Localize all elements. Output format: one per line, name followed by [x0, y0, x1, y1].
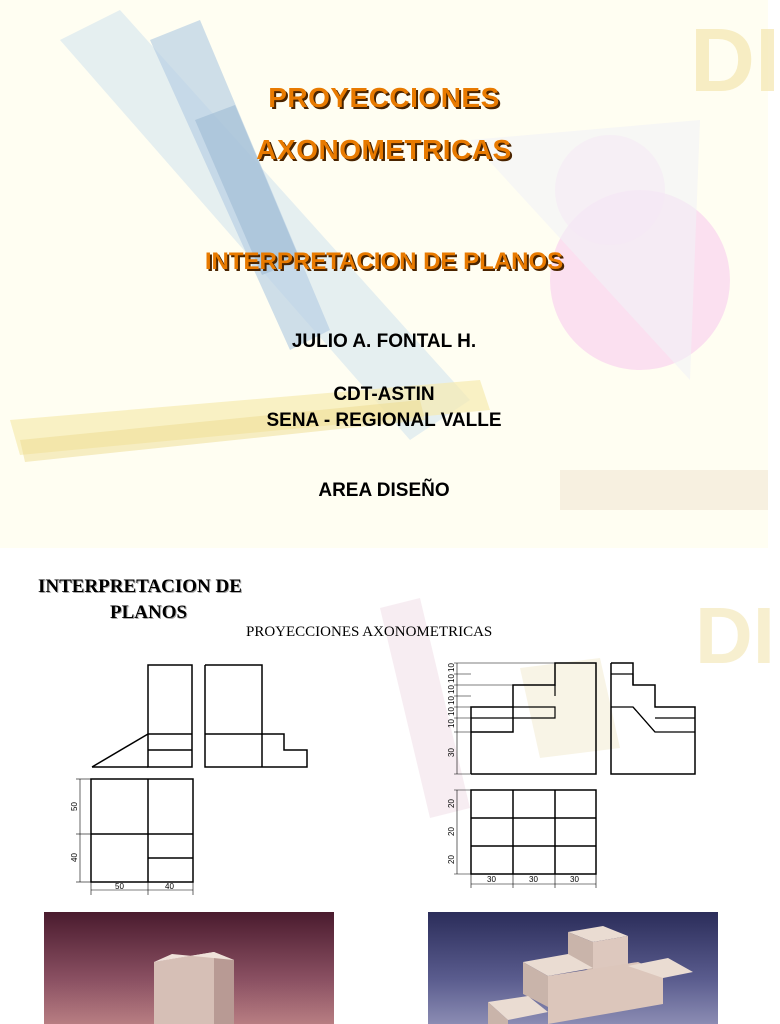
dim-horizontal-left: 50 — [115, 882, 124, 891]
dim-vertical-bottom: 40 — [70, 853, 79, 862]
subtitle: INTERPRETACION DE PLANOS — [204, 248, 564, 275]
dim-horizontal-3: 30 — [570, 875, 579, 884]
dim-horizontal-right: 40 — [165, 882, 174, 891]
area-label: AREA DISEÑO — [318, 480, 450, 501]
dim-front-4: 10 — [447, 696, 456, 705]
dim-front-1: 10 — [447, 663, 456, 672]
dim-vertical-top: 50 — [70, 802, 79, 811]
slide-heading-line-1: INTERPRETACION DE — [38, 576, 242, 597]
organization-line-2: SENA - REGIONAL VALLE — [266, 410, 502, 431]
dim-top-2: 20 — [447, 827, 456, 836]
dim-front-3: 10 — [447, 685, 456, 694]
slide-subheading: PROYECCIONES AXONOMETRICAS — [246, 624, 493, 640]
dim-top-1: 20 — [447, 799, 456, 808]
drawing-slide — [0, 548, 775, 1024]
right-3d-render — [428, 912, 718, 1024]
title-line-1: PROYECCIONES — [268, 82, 500, 113]
watermark-logo: DI — [695, 591, 775, 680]
dim-front-6: 10 — [447, 719, 456, 728]
dim-horizontal-2: 30 — [529, 875, 538, 884]
dim-top-3: 20 — [447, 855, 456, 864]
left-drawing-dimension-labels — [0, 648, 330, 948]
slide-heading-line-2: PLANOS — [110, 602, 188, 623]
organization-line-1: CDT-ASTIN — [333, 384, 435, 405]
dim-front-5: 10 — [447, 707, 456, 716]
watermark-logo: DI — [690, 11, 780, 111]
dim-front-7: 30 — [447, 748, 456, 757]
dim-horizontal-1: 30 — [487, 875, 496, 884]
left-3d-render — [44, 912, 334, 1024]
dim-front-2: 10 — [447, 674, 456, 683]
author-name: JULIO A. FONTAL H. — [291, 331, 477, 352]
right-drawing-dimension-labels — [430, 648, 760, 908]
title-line-2: AXONOMETRICAS — [256, 134, 512, 165]
